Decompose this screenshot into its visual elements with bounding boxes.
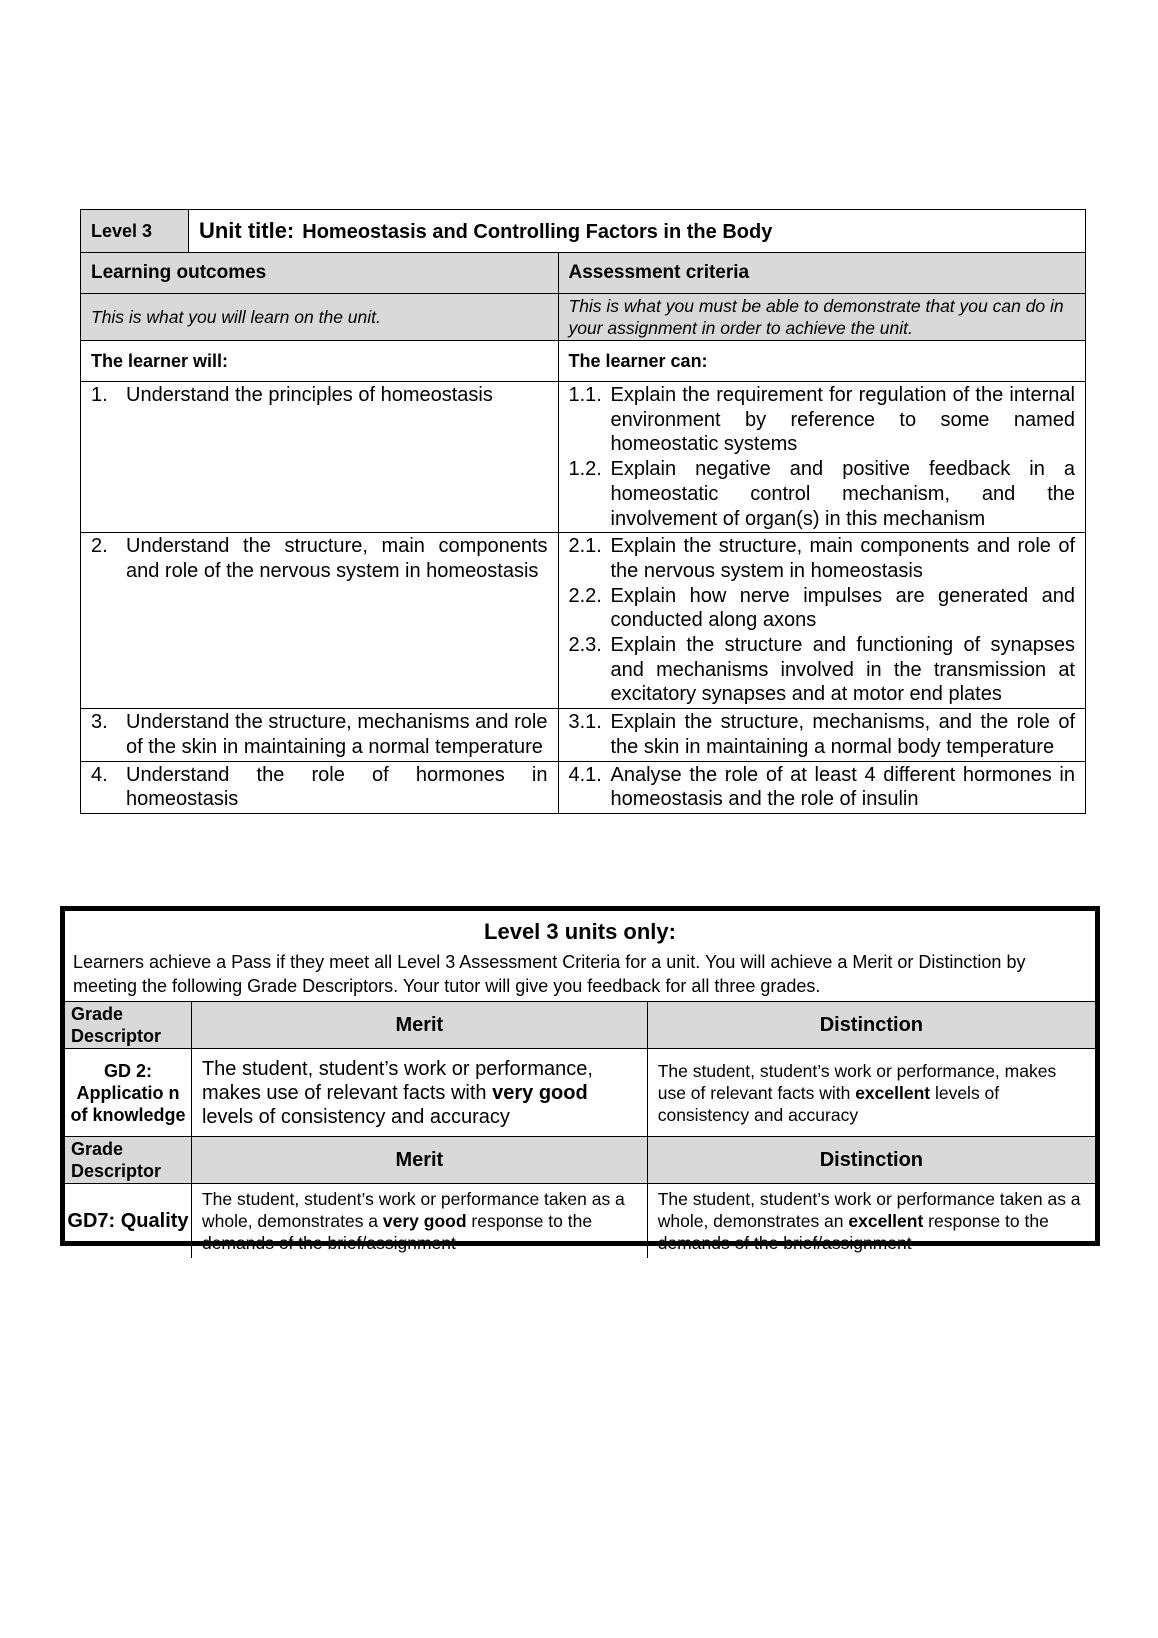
grade-descriptor-label: Grade Descriptor [65, 1137, 191, 1184]
outcome-text: Understand the structure, mechanisms and role of the skin in maintaining a normal temperature [126, 711, 548, 758]
criterion-number: 2.2. [568, 584, 602, 607]
criterion-number: 3.1. [568, 711, 602, 734]
gd7-distinction-text-end: response to the demands of the brief/assignment [657, 1211, 1049, 1253]
criterion [559, 710, 1086, 759]
unit-title-text: Homeostasis and Controlling Factors in the Body [302, 221, 773, 243]
unit-title [188, 210, 1085, 253]
learning-outcomes-header: Learning outcomes [81, 253, 559, 294]
criterion-number: 2.3. [568, 634, 602, 657]
grade-descriptor-label: Grade Descriptor [65, 1002, 191, 1049]
assessment-criteria-description: This is what you must be able to demonstrate that you can do in your assignment in order to achieve the unit. [558, 294, 1086, 341]
outcome-text: Understand the structure, main components and role of the nervous system in homeostasis [126, 535, 548, 582]
assessment-criteria-list [558, 709, 1086, 761]
criterion-text: Explain negative and positive feedback in a homeostatic control mechanism, and the involvement of organ(s) in this mechanism [610, 458, 1075, 530]
criterion [559, 584, 1086, 633]
learner-row [81, 341, 1086, 382]
assessment-criteria-list [558, 533, 1086, 709]
gd7-distinction-emphasis: excellent [848, 1211, 924, 1231]
grade-descriptors-box [60, 906, 1100, 1253]
grade-box-title: Level 3 units only: [484, 919, 676, 944]
merit-header: Merit [191, 1137, 647, 1184]
unit-table [80, 209, 1086, 814]
criterion-text: Explain the structure, main components and role of the nervous system in homeostasis [610, 535, 1075, 582]
outcome-number: 3. [91, 711, 108, 734]
criterion-number: 4.1. [568, 763, 602, 786]
learner-will-label: The learner will: [81, 341, 559, 382]
outcome-row [81, 382, 1086, 533]
gd7-distinction-text: The student, student’s work or performance taken as a whole, demonstrates an [657, 1189, 1081, 1231]
learner-can-label: The learner can: [558, 341, 1086, 382]
gd7-distinction [647, 1184, 1095, 1259]
criterion-text: Explain the requirement for regulation of the internal environment by reference to some named homeostatic systems [610, 384, 1075, 456]
assessment-criteria-list [558, 382, 1086, 533]
outcome-number: 1. [91, 384, 108, 406]
outcome-text: Understand the principles of homeostasis [126, 384, 493, 406]
grade-descriptor-table [65, 1001, 1095, 1258]
outcome-number: 2. [91, 535, 108, 558]
outcome-row [81, 533, 1086, 709]
gd2-merit-text-end: levels of consistency and accuracy [201, 1105, 510, 1128]
criterion [559, 383, 1086, 457]
criterion-number: 1.2. [568, 458, 602, 481]
level-label: Level 3 [81, 210, 189, 253]
criterion [559, 457, 1086, 531]
assessment-criteria-list [558, 761, 1086, 813]
criterion [559, 633, 1086, 707]
gd7-label: GD7: Quality [65, 1184, 191, 1259]
learning-outcome [81, 382, 559, 533]
distinction-header: Distinction [647, 1002, 1095, 1049]
gd2-distinction-emphasis: excellent [855, 1082, 931, 1103]
gd2-row [65, 1049, 1095, 1137]
criterion-text: Analyse the role of at least 4 different hormones in homeostasis and the role of insulin [610, 763, 1075, 811]
gd2-distinction [647, 1049, 1095, 1137]
criterion [559, 763, 1086, 812]
merit-header: Merit [191, 1002, 647, 1049]
grade-header-row [65, 1002, 1095, 1049]
grade-header-row-2 [65, 1137, 1095, 1184]
outcome-row [81, 709, 1086, 761]
gd7-row [65, 1184, 1095, 1259]
learning-outcome [81, 533, 559, 709]
criterion-text: Explain how nerve impulses are generated and conducted along axons [610, 584, 1075, 632]
learning-outcomes-description: This is what you will learn on the unit. [81, 294, 559, 341]
criterion-number: 1.1. [568, 384, 602, 406]
gd7-merit-emphasis: very good [382, 1211, 467, 1231]
column-header-row [81, 253, 1086, 294]
grade-box-intro: Learners achieve a Pass if they meet all Level 3 Assessment Criteria for a unit. You will achieve a Merit or Distinction by meeting the following Grade Descriptors. Your tutor will give you feedback for all three grades. [73, 952, 1026, 996]
gd2-label: GD 2: Applicatio n of knowledge [65, 1049, 191, 1137]
criterion-text: Explain the structure, mechanisms, and the role of the skin in maintaining a normal body temperature [610, 711, 1075, 758]
gd2-distinction-text-end: levels of consistency and accuracy [657, 1082, 1000, 1125]
criterion-number: 2.1. [568, 535, 602, 558]
gd2-distinction-text: The student, student’s work or performance, makes use of relevant facts with [657, 1060, 1057, 1103]
gd2-merit-emphasis: very good [492, 1081, 588, 1104]
unit-header-row [81, 210, 1086, 253]
learning-outcome [81, 761, 559, 813]
gd7-merit [191, 1184, 647, 1259]
criterion [559, 534, 1086, 583]
unit-title-label: Unit title: [198, 218, 295, 243]
learning-outcome [81, 709, 559, 761]
outcome-number: 4. [91, 763, 108, 786]
description-row [81, 294, 1086, 341]
criterion-text: Explain the structure and functioning of synapses and mechanisms involved in the transmission at excitatory synapses and at motor end plates [610, 634, 1075, 706]
gd2-merit-text: The student, student’s work or performance, makes use of relevant facts with [201, 1057, 593, 1104]
gd7-merit-text: The student, student’s work or performance taken as a whole, demonstrates a [201, 1189, 625, 1231]
gd2-merit [191, 1049, 647, 1137]
distinction-header: Distinction [647, 1137, 1095, 1184]
outcome-row [81, 761, 1086, 813]
outcome-text: Understand the role of hormones in homeostasis [126, 763, 548, 811]
gd7-merit-text-end: response to the demands of the brief/assignment [201, 1211, 593, 1253]
assessment-criteria-header: Assessment criteria [558, 253, 1086, 294]
